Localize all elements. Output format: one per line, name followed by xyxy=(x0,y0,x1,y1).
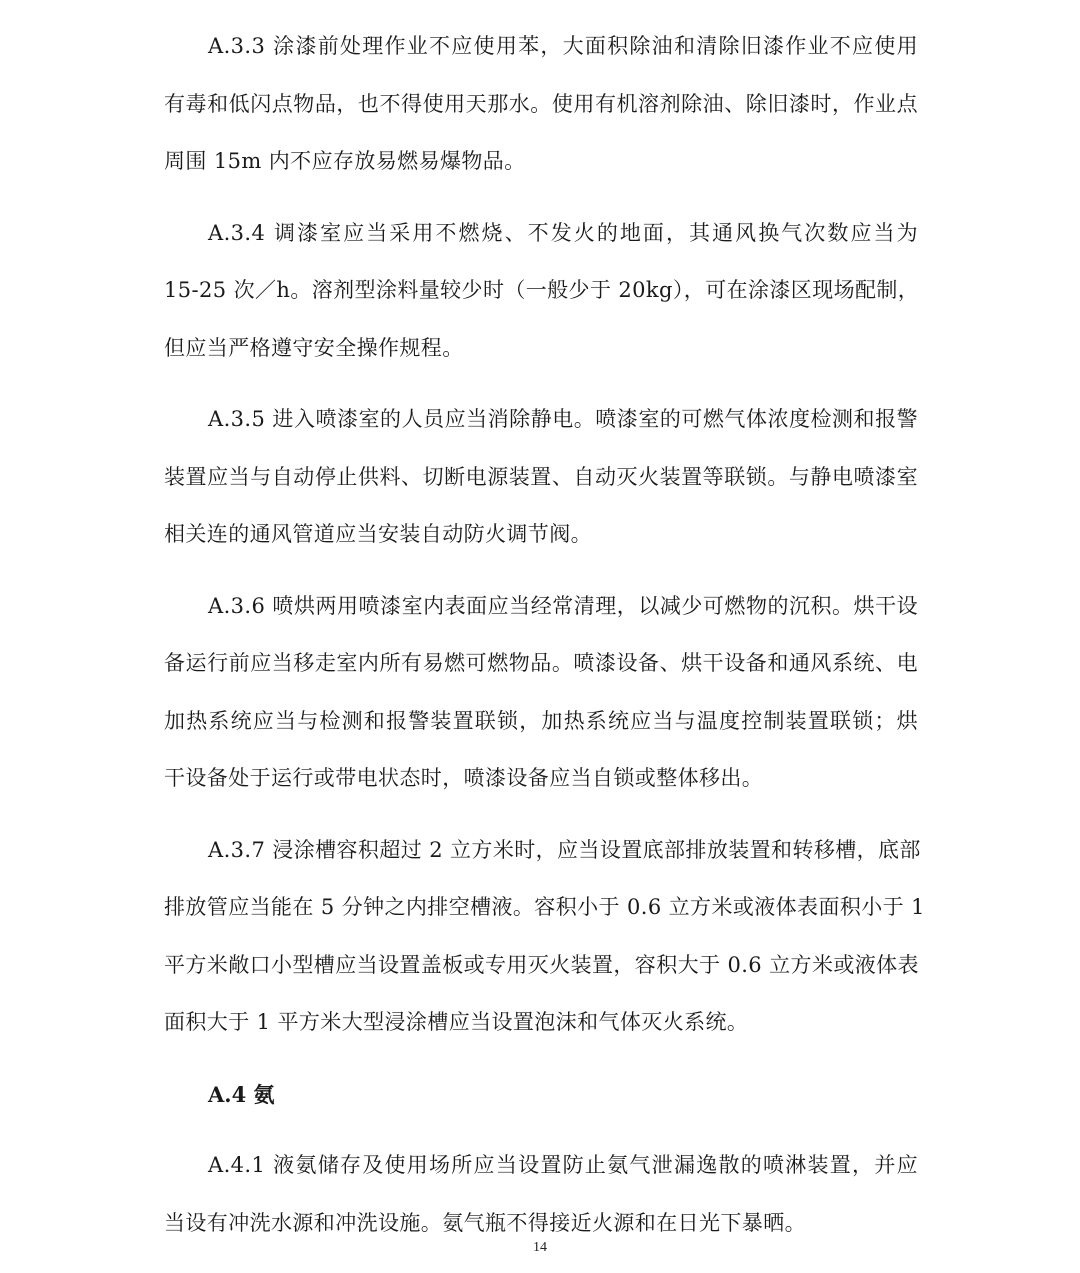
paragraph-line: 干设备处于运行或带电状态时，喷漆设备应当自锁或整体移出。 xyxy=(164,766,764,790)
paragraph-line: A.3.6 喷烘两用喷漆室内表面应当经常清理，以减少可燃物的沉积。烘干设 xyxy=(208,593,918,618)
page-number: 14 xyxy=(533,1240,547,1255)
paragraph-a-3-3 xyxy=(164,18,918,191)
paragraph-line: 但应当严格遵守安全操作规程。 xyxy=(164,335,464,360)
paragraph-line: 有毒和低闪点物品，也不得使用天那水。使用有机溶剂除油、除旧漆时，作业点 xyxy=(164,91,918,116)
paragraph-a-3-5 xyxy=(164,391,918,564)
section-heading-a-4: A.4 氨 xyxy=(208,1081,275,1107)
paragraph-line: 平方米敞口小型槽应当设置盖板或专用灭火装置，容积大于 0.6 立方米或液体表 xyxy=(164,952,919,977)
paragraph-line: 装置应当与自动停止供料、切断电源装置、自动灭火装置等联锁。与静电喷漆室 xyxy=(164,464,918,489)
paragraph-line: 面积大于 1 平方米大型浸涂槽应当设置泡沫和气体灭火系统。 xyxy=(164,1010,749,1034)
paragraph-line: 周围 15m 内不应存放易燃易爆物品。 xyxy=(164,149,526,173)
paragraph-a-3-7 xyxy=(164,822,925,1052)
paragraph-line: 当设有冲洗水源和冲洗设施。氨气瓶不得接近火源和在日光下暴晒。 xyxy=(164,1210,806,1235)
paragraph-a-3-4 xyxy=(164,205,918,378)
paragraph-line: A.3.7 浸涂槽容积超过 2 立方米时，应当设置底部排放装置和转移槽，底部 xyxy=(208,837,921,862)
paragraph-line: A.3.3 涂漆前处理作业不应使用苯，大面积除油和清除旧漆作业不应使用 xyxy=(208,34,918,58)
page-content xyxy=(164,18,925,1266)
paragraph-line: 15-25 次／h。溶剂型涂料量较少时（一般少于 20kg），可在涂漆区现场配制， xyxy=(164,278,920,302)
paragraph-line: A.3.4 调漆室应当采用不燃烧、不发火的地面，其通风换气次数应当为 xyxy=(208,220,918,245)
paragraph-line: A.4.1 液氨储存及使用场所应当设置防止氨气泄漏逸散的喷淋装置，并应 xyxy=(208,1153,918,1177)
paragraph-line: 排放管应当能在 5 分钟之内排空槽液。容积小于 0.6 立方米或液体表面积小于 1 xyxy=(164,895,925,919)
paragraph-line: 备运行前应当移走室内所有易燃可燃物品。喷漆设备、烘干设备和通风系统、电 xyxy=(164,651,918,675)
paragraph-line: A.3.5 进入喷漆室的人员应当消除静电。喷漆室的可燃气体浓度检测和报警 xyxy=(208,407,918,431)
paragraph-a-3-6 xyxy=(164,578,918,808)
paragraph-a-4-1 xyxy=(164,1137,918,1252)
paragraph-line: 加热系统应当与检测和报警装置联锁，加热系统应当与温度控制装置联锁；烘 xyxy=(164,708,918,733)
paragraph-line: 相关连的通风管道应当安装自动防火调节阀。 xyxy=(164,522,592,546)
